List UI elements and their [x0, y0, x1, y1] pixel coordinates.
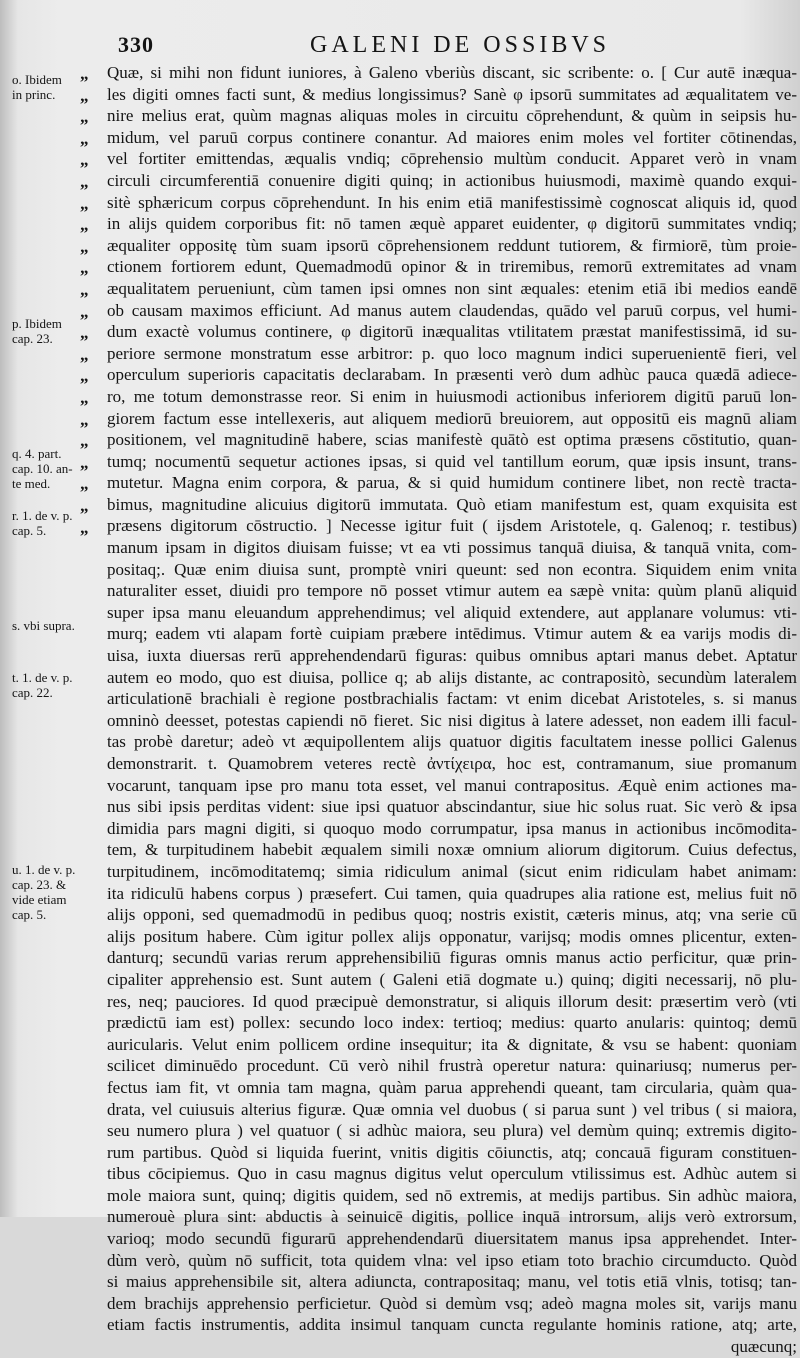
running-title: GALENI DE OSSIBVS [310, 32, 611, 58]
margin-note: r. 1. de v. p. cap. 5. [12, 508, 73, 538]
quotation-marks-column [80, 0, 102, 1217]
text-line: drata, vel cuiusuis alterius figuræ. Quæ omnia vel duobus ( si parua sunt ) vel tribus ( si maiora, [107, 1099, 797, 1119]
text-line: bimus, magnitudine alicuius digitorū immutata. Quò etiam manifestum est, quam exquisita est [107, 494, 797, 514]
text-line: les digiti omnes facti sunt, & medius longissimus? Sanè φ ipsorū summitates ad æqualitatem ve- [107, 84, 797, 104]
text-line: auricularis. Velut enim pollicem ordine insequitur; ita & dignitate, & vsu se habent: quoniam [107, 1034, 797, 1054]
text-line: circuli circumferentiā conuenire digiti quinq; in actionibus huiusmodi, maximè quando exqui- [107, 170, 797, 190]
body-text [107, 62, 797, 1358]
text-line: murq; eadem vti alapam fortè cuipiam præbere intēdimus. Vtimur autem & ea varijs modis di- [107, 624, 797, 644]
text-line: rum partibus. Quòd si liquida fuerint, vnitis digitis cōiunctis, atq; concauā figuram constituen- [107, 1142, 797, 1162]
text-line: scilicet diminuēdo procedunt. Cū verò nihil frustrà operetur natura: quinariusq; numerus per- [107, 1056, 797, 1076]
quote-mark: „ [80, 366, 89, 386]
text-line: mole maiora sunt, quinq; digitis quidem, sed nō extremis, at medijs partibus. Sin adhùc maiora, [107, 1185, 797, 1205]
quote-mark: „ [80, 258, 89, 278]
text-line: dum exactè volumus continere, φ digitorū inæqualitas vtilitatem præstat manifestissimā, id su- [107, 322, 797, 342]
text-line: giorem factum esse intellexeris, aut aliquem mediorū breuiorem, aut oppositū eis magnū aliam [107, 408, 797, 428]
text-line: uisa, iuxta diuersas rerū apprehendendarū figuras: quibus omnibus aptari manus debet. Aptatur [107, 646, 797, 666]
quote-mark: „ [80, 323, 89, 343]
margin-note: u. 1. de v. p. cap. 23. & vide etiam cap. 5. [12, 862, 76, 922]
text-line: quæcunq; [730, 1337, 797, 1357]
text-line: alijs positum habere. Cùm igitur pollex alijs opponatur, varijsq; modis omnes plicentur, exten- [107, 926, 797, 946]
quote-mark: „ [80, 128, 89, 148]
text-line: vel fortiter emittendas, æqualis vndiq; cōprehensio multùm conducit. Apparet verò in vnam [107, 149, 797, 169]
text-line: tibus cōcipiemus. Quo in casu magnus digitus velut operculum vtilissimus est. Adhùc autem si [107, 1164, 797, 1184]
text-line: manum ipsam in digitos diuisam fuisse; vt ea vti possimus tanquā diuisa, & tanquā vnita, com- [107, 538, 797, 558]
text-line: positionem, vel magnitudinē habere, scias manifestè quātò est optima præsens cōstitutio, quan- [107, 430, 797, 450]
quote-mark: „ [80, 280, 89, 299]
text-line: cipaliter apprehensio est. Sunt autem ( Galeni etiā dogmate u.) quinq; digiti necessarij, nō plu- [107, 969, 797, 989]
text-line: prædictū iam est) pollex: secundo loco index: tertioq; medius: quarto anularis: quintoq; demū [107, 1013, 797, 1033]
text-line: super ipsa manu eleuandum apprehendimus; vel aliquid extendere, aut applanare volumus: vti- [107, 602, 797, 622]
text-line: articulationē brachiali è regione postbrachialis factam: vt enim dicebat Aristoteles, s. si manus [107, 689, 797, 709]
text-line: ob causam maximos efficiunt. Ad manus autem claudendas, quādo vel paruū corpus, vel humi- [107, 300, 797, 320]
text-line: nus sibi ipsis perditas vident: siue ipsi quatuor abscindantur, siue hic solus ruat. Sic verò & ipsa [107, 797, 797, 817]
text-line: vocarunt, tanquam ipse pro manu tota esset, vel manui contrapositus. Æquè enim actiones ma- [107, 775, 797, 795]
text-line: res, neq; pauciores. Id quod præcipuè demonstratur, si aliquis illorum desit: præsertim verò (vti [107, 991, 797, 1011]
text-line: nire melius erat, quùm magnas aliquas moles in circuitu cōprehendunt, & quùm in seipsis hu- [107, 106, 797, 126]
text-line: danturq; secundū varias rerum apprehensibiliū figuras omnis manus actio perficitur, quæ prin- [107, 948, 797, 968]
quote-mark: „ [80, 474, 89, 494]
text-line: dùm verò, quùm nō sufficit, tota quidem vlna: vel ipso etiam toto brachio circumducto. Quòd [107, 1250, 797, 1270]
text-line: omninò deesset, potestas capiendi nō fieret. Sic nisi digitus à latere adesset, non eadem illi facul- [107, 710, 797, 730]
text-line: sitè sphæricum corpus cōprehendunt. In his enim etiā manifestissimè cognoscat aliquis id, quod [107, 192, 797, 212]
margin-note: p. Ibidem cap. 23. [12, 316, 62, 346]
margin-notes [0, 0, 78, 1217]
quote-mark: „ [80, 496, 89, 515]
page-number: 330 [118, 32, 154, 57]
quote-mark: „ [80, 64, 89, 83]
text-line: alijs opponi, sed quemadmodū in pedibus quoq; nostris existit, cæteris minus, atq; vna serie cū [107, 905, 797, 925]
margin-note: o. Ibidem in princ. [12, 72, 62, 102]
quote-mark: „ [80, 431, 89, 451]
text-line: midum, vel paruū corpus continere conantur. Ad maiores enim moles vel fortiter cōtinendas, [107, 127, 797, 147]
quote-mark: „ [80, 172, 89, 191]
quote-mark: „ [80, 107, 89, 127]
text-line: ro, me totum demonstrasse reor. Si enim in huiusmodi actionibus inferiorem digitū paruū lon- [107, 386, 797, 406]
quote-mark: „ [80, 517, 89, 537]
text-line: autem eo modo, quo est diuisa, pollice q; ab alijs distante, ac contrapositò, secundùm lateralem [107, 667, 797, 687]
text-line: fectus iam fit, vt omnia tam magna, quàm parua apprehendi queant, tam circularia, quàm qua- [107, 1077, 797, 1097]
text-line: tas probè daretur; adeò vt æquipollentem alijs quatuor digitis facultatem inesse pollici Galenus [107, 732, 797, 752]
quote-mark: „ [80, 452, 89, 472]
text-line: naturaliter esset, diuidi pro tempore nō posset vtimur autem ea sæpè vnita: quùm planū aliquid [107, 581, 797, 601]
quote-mark: „ [80, 301, 89, 321]
page-header [110, 32, 790, 62]
text-line: seu numero plura ) vel quatuor ( si adhùc maiora, seu plura) vel demùm quinq; extremis digito- [107, 1121, 797, 1141]
text-line: numerouè plura sint: abductis à seinuicē digitis, pollice inquā introrsum, alijs verò extrorsum, [107, 1207, 797, 1227]
text-line: tumq; nocumentū sequetur actiones ipsas, si quid vel tantillum eorum, quæ ipsis insunt, trans- [107, 451, 797, 471]
text-line: mutetur. Magna enim corpora, & parua, & si quid humidum continere libet, non rectè tracta- [107, 473, 797, 493]
text-line: etiam factis instrumentis, addita insimul tanquam cuncta regulante hominis ratione, atq; arte, [107, 1315, 797, 1335]
margin-note: q. 4. part. cap. 10. an- te med. [12, 446, 73, 491]
text-line: æqualiter oppositę tùm suam ipsorū cōprehensionem reddunt tutiorem, & firmiorē, tùm proie- [107, 235, 797, 255]
text-line: demonstrarit. t. Quamobrem veteres rectè ἀντίχειρα, hoc est, contramanum, siue promanum [107, 754, 797, 773]
text-line: dimidia pars magni digiti, si quoquo modo corrumpatur, ipsa manus in actionibus incōmodita- [107, 818, 797, 838]
text-line: ita ridiculū habens corpus ) præsefert. Cui tamen, quia quadrupes alia ratione est, melius fuit nō [107, 883, 797, 903]
text-line: si maius apprehensibile sit, altera adiuncta, contrapositaq; manu, vel totis etiā vlnis, totisq; tan- [107, 1272, 797, 1292]
text-line: varioq; modo secundū figurarū apprehendendarū diuersitatem manus ipsa apprehendet. Inter- [107, 1229, 797, 1249]
text-line: dem brachijs apprehensio perficietur. Quòd si demùm vsq; adeò magna moles sit, varijs manu [107, 1293, 797, 1313]
text-line: operculum superioris capacitatis declarabam. In præsenti verò dum adhùc pauca quædā adiece- [107, 365, 797, 385]
quote-mark: „ [80, 193, 89, 213]
margin-note: s. vbi supra. [12, 618, 75, 633]
text-line: turpitudinem, incōmoditatemq; simia ridiculum animal (sicut enim ridiculam habet animam: [107, 861, 797, 881]
quote-mark: „ [80, 388, 89, 407]
quote-mark: „ [80, 344, 89, 364]
quote-mark: „ [80, 409, 89, 429]
text-line: præsens digitorum cōstructio. ] Necesse igitur fuit ( ijsdem Aristotele, q. Galenoq; r. testibus) [107, 516, 797, 536]
quote-mark: „ [80, 85, 89, 105]
text-line: Quæ, si mihi non fidunt iuniores, à Galeno vberiùs discant, sic scribente: o. [ Cur autē inæqua- [107, 63, 797, 82]
quote-mark: „ [80, 236, 89, 256]
quote-mark: „ [80, 150, 89, 170]
text-line: periore sermone monstratum esse arbitror: p. quo loco magnum indici superuenientē fieri, vel [107, 343, 797, 363]
text-line: æqualitatem perueniunt, cùm tamen ipsi omnes non sint æquales: etenim etiā ibi medios eandē [107, 278, 797, 298]
quote-mark: „ [80, 215, 89, 235]
text-line: tem, & turpitudinem habebit æqualem simili noxæ omnium aliorum digitorum. Cuius defectus, [107, 840, 797, 860]
text-line: ctionem fortiorem edunt, Quemadmodū opinor & in triremibus, remorū extremitates ad vnam [107, 257, 797, 277]
margin-note: t. 1. de v. p. cap. 22. [12, 670, 73, 700]
text-line: in alijs quidem corporibus fit: nō tamen æquè apparet euidenter, φ digitorū summitates vndiq; [107, 214, 797, 234]
text-line: positaq;. Quæ enim diuisa sunt, promptè vniri queunt: sed non econtra. Siquidem enim vnita [107, 559, 797, 579]
